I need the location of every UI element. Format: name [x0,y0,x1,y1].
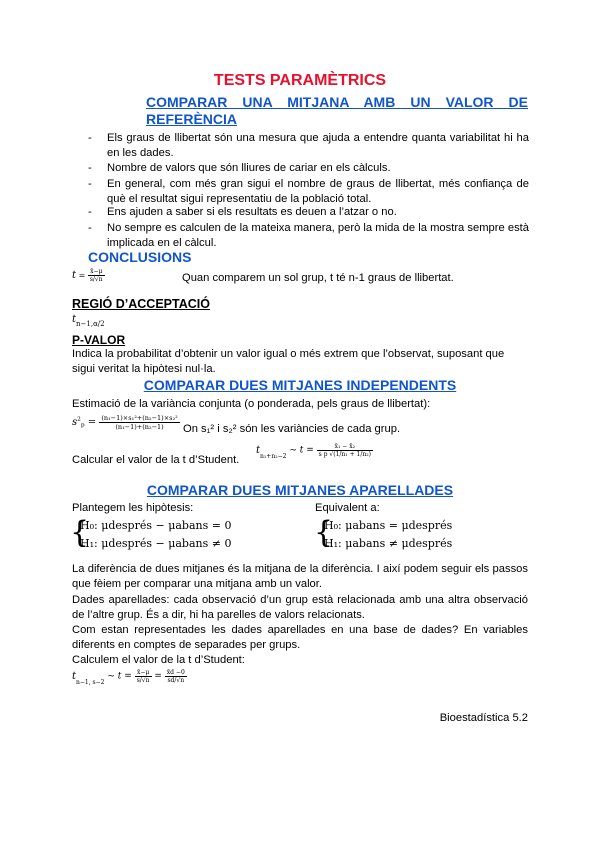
right-brace: { [314,515,334,550]
bullet-marker: - [88,206,92,218]
bullet-item: Ens ajuden a saber si els resultats es deuen a l’atzar o no. [107,206,397,218]
bullet-marker: - [88,162,92,174]
section1-heading-line2: REFERÈNCIA [146,111,238,127]
pooled-variance-formula: $s^2_p$ = $\frac{\text{(n₁−1)×s₁²+(n₂−1)×s₂²}}{\text{(n₁−1)+(n₂−1)}}$ [72,414,178,431]
hypotheses-label: Plantegem les hipòtesis: [72,502,194,514]
student-formula: $t_{n_1+n_2-2}$ ~ t = $\frac{\text{x̄₁ − x̄₂}}{\text{s p √(1/n₁ + 1/n₂)}}$ [256,443,371,460]
section3-heading: COMPARAR DUES MITJANES APARELLADES [146,482,454,498]
h0-right: H₀: μabans = μdesprés [324,519,453,532]
left-brace: { [70,515,90,550]
h1-left: H₁: μdesprés − μabans ≠ 0 [80,537,232,550]
bullet-marker: - [88,222,92,234]
section2-heading: COMPARAR DUES MITJANES INDEPENDENTS [143,377,457,393]
bullet-item: En general, com més gran sigui el nombre de graus de llibertat, més confiança de què el resultat sigui representatiu de la població total. [107,178,529,205]
pvalue-heading: P-VALOR [72,333,126,347]
conclusions-heading: CONCLUSIONS [88,249,192,265]
equivalent-label: Equivalent a: [315,502,380,514]
region-heading: REGIÓ D’ACCEPTACIÓ [72,297,210,311]
paragraph: La diferència de dues mitjanes és la mitjana de la diferència. I així podem seguir els passos que fèiem per comparar una mitjana amb un valor. [72,563,528,590]
h0-left: H₀: μdesprés − μabans = 0 [80,519,232,532]
pooled-variance-note: On s₁² i s₂² són les variàncies de cada grup. [183,423,401,435]
pvalue-text: Indica la probabilitat d’obtenir un valor igual o més extrem que l’observat, suposant que sigui veritat la hipòtesi nul·la. [72,348,505,375]
footer: Bioestadística 5.2 [439,712,528,724]
paragraph: Dades aparellades: cada observació d’un grup està relacionada amb una altra observació de l’altre grup. És a dir, hi ha parelles de valors relacionats. [72,594,528,621]
paragraph: Calculem el valor de la t d’Student: [72,654,245,666]
bullet-item: Els graus de llibertat són una mesura que ajuda a entendre quanta variabilitat hi ha en les dades. [107,132,529,159]
section2-intro: Estimació de la variància conjunta (o ponderada, pels graus de llibertat): [72,398,431,410]
bullet-marker: - [88,132,92,144]
section1-heading-line1: COMPARAR UNA MITJANA AMB UN VALOR DE [146,94,528,110]
conclusions-text: Quan comparem un sol grup, t té n-1 graus de llibertat. [182,272,454,284]
paragraph: Com estan representades les dades aparellades en una base de dades? En variables diferents en comptes de separades per grups. [72,624,528,651]
paired-student-formula: $t_{n-1, s-2}$ ~ t = $\frac{x̄-\mu}{s/√n}$ = $\frac{x̄d -0}{sd/√n}$ [72,669,185,686]
page-title: TESTS PARAMÈTRICS [213,72,387,89]
bullet-item: Nombre de valors que són lliures de cariar en els càlculs. [107,162,391,174]
region-formula: $t_{n-1,\alpha/2}$ [72,314,105,328]
bullet-marker: - [88,178,92,190]
conclusions-formula: t = $\frac{x̄-\mu}{s/√n}$ [72,268,103,283]
student-text: Calcular el valor de la t d’Student. [72,454,240,466]
h1-right: H₁: μabans ≠ μdesprés [324,537,453,550]
bullet-item: No sempre es calculen de la mateixa manera, però la mida de la mostra sempre està implicada en el càlcul. [107,222,529,249]
